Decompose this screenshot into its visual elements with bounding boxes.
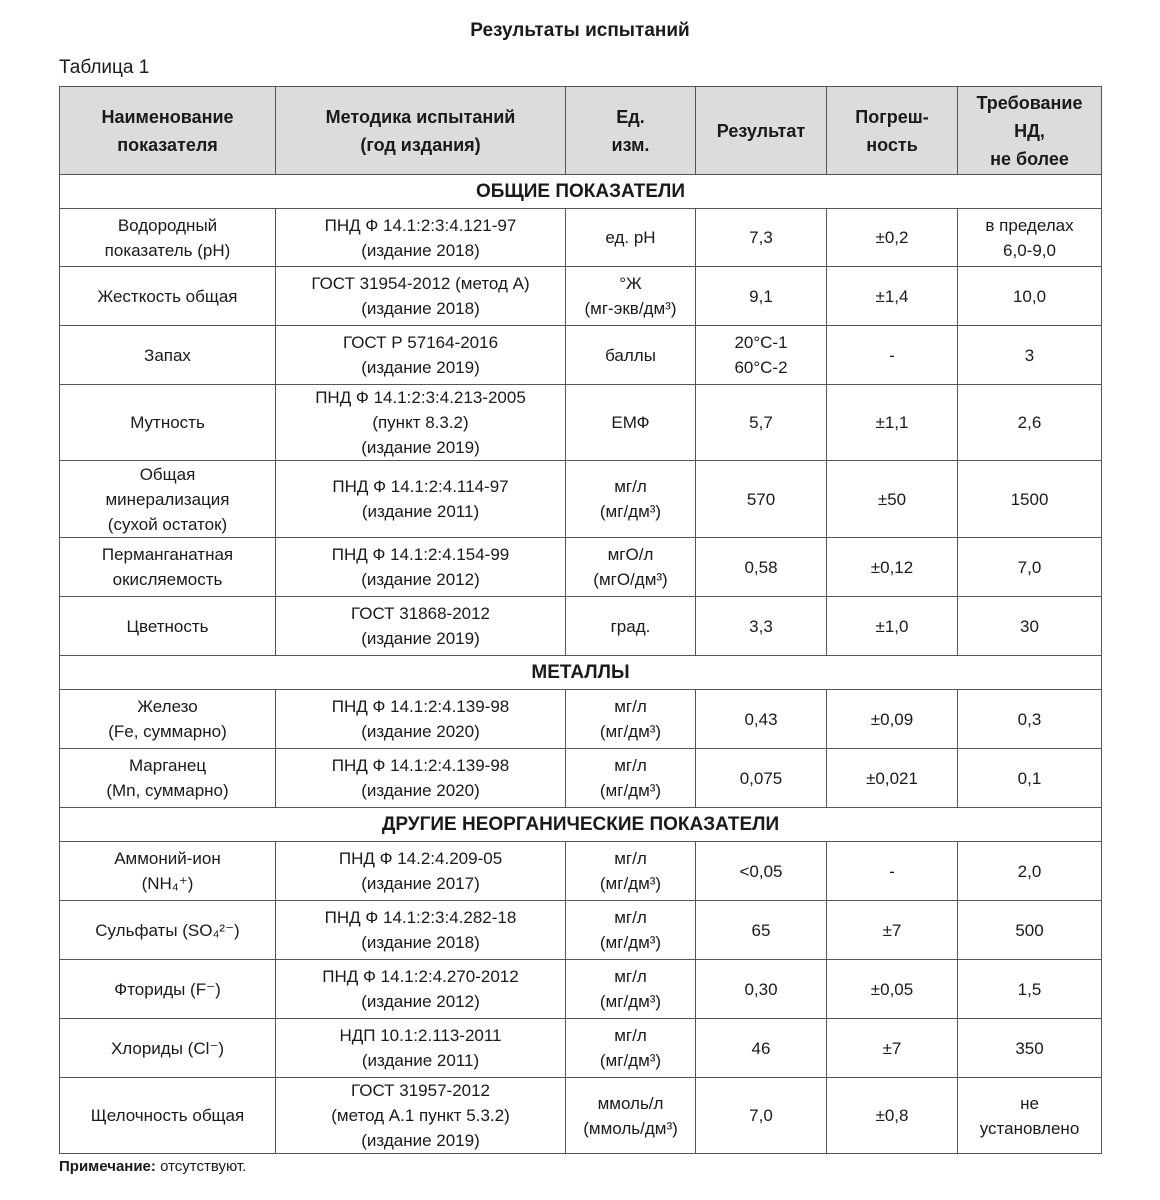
cell-result: 570 <box>696 461 827 538</box>
cell-unit: мг/л (мг/дм³) <box>566 960 696 1019</box>
cell-result: 0,58 <box>696 538 827 597</box>
cell-unit: °Ж (мг-экв/дм³) <box>566 267 696 326</box>
header-result: Результат <box>696 87 827 175</box>
table-row <box>60 1019 1102 1078</box>
cell-unit: мг/л (мг/дм³) <box>566 1019 696 1078</box>
cell-method: ПНД Ф 14.1:2:4.139-98 (издание 2020) <box>276 690 566 749</box>
cell-method: ГОСТ 31954-2012 (метод А) (издание 2018) <box>276 267 566 326</box>
cell-unit: мгО/л (мгО/дм³) <box>566 538 696 597</box>
cell-result: 65 <box>696 901 827 960</box>
cell-unit: ЕМФ <box>566 385 696 461</box>
cell-method: ПНД Ф 14.1:2:3:4.282-18 (издание 2018) <box>276 901 566 960</box>
cell-error: ±1,0 <box>827 597 958 656</box>
cell-error: ±0,12 <box>827 538 958 597</box>
cell-name: Общая минерализация (сухой остаток) <box>60 461 276 538</box>
header-row <box>60 87 1102 175</box>
cell-unit: град. <box>566 597 696 656</box>
cell-requirement: 500 <box>958 901 1102 960</box>
cell-requirement: 0,3 <box>958 690 1102 749</box>
cell-error: ±50 <box>827 461 958 538</box>
cell-method: ГОСТ 31868-2012 (издание 2019) <box>276 597 566 656</box>
cell-requirement: 7,0 <box>958 538 1102 597</box>
cell-name: Цветность <box>60 597 276 656</box>
cell-requirement: 1500 <box>958 461 1102 538</box>
cell-method: ПНД Ф 14.1:2:3:4.213-2005 (пункт 8.3.2) (издание 2019) <box>276 385 566 461</box>
header-error: Погреш- ность <box>827 87 958 175</box>
cell-unit: мг/л (мг/дм³) <box>566 749 696 808</box>
cell-method: ГОСТ 31957-2012 (метод А.1 пункт 5.3.2) (издание 2019) <box>276 1078 566 1154</box>
cell-error: ±7 <box>827 1019 958 1078</box>
cell-name: Жесткость общая <box>60 267 276 326</box>
cell-requirement: не установлено <box>958 1078 1102 1154</box>
note-text: отсутствуют. <box>155 1158 247 1175</box>
table-row <box>60 1078 1102 1154</box>
cell-method: ГОСТ Р 57164-2016 (издание 2019) <box>276 326 566 385</box>
cell-error: ±1,1 <box>827 385 958 461</box>
cell-error: ±0,8 <box>827 1078 958 1154</box>
cell-method: ПНД Ф 14.1:2:4.139-98 (издание 2020) <box>276 749 566 808</box>
table-row <box>60 749 1102 808</box>
section-title: ОБЩИЕ ПОКАЗАТЕЛИ <box>60 175 1102 209</box>
cell-error: ±0,09 <box>827 690 958 749</box>
cell-requirement: 2,6 <box>958 385 1102 461</box>
cell-requirement: 10,0 <box>958 267 1102 326</box>
cell-error: ±7 <box>827 901 958 960</box>
cell-unit: мг/л (мг/дм³) <box>566 690 696 749</box>
cell-unit: баллы <box>566 326 696 385</box>
cell-unit: мг/л (мг/дм³) <box>566 842 696 901</box>
table-caption: Таблица 1 <box>59 57 150 78</box>
section-title: МЕТАЛЛЫ <box>60 656 1102 690</box>
cell-result: 7,0 <box>696 1078 827 1154</box>
table-row <box>60 901 1102 960</box>
cell-unit: мг/л (мг/дм³) <box>566 901 696 960</box>
table-row <box>60 326 1102 385</box>
section-row <box>60 656 1102 690</box>
header-method: Методика испытаний (год издания) <box>276 87 566 175</box>
cell-unit: ммоль/л (ммоль/дм³) <box>566 1078 696 1154</box>
section-row <box>60 808 1102 842</box>
table-row <box>60 597 1102 656</box>
cell-error: ±1,4 <box>827 267 958 326</box>
section-row <box>60 175 1102 209</box>
cell-name: Фториды (F⁻) <box>60 960 276 1019</box>
cell-error: - <box>827 326 958 385</box>
cell-name: Аммоний-ион (NH₄⁺) <box>60 842 276 901</box>
cell-method: ПНД Ф 14.1:2:4.270-2012 (издание 2012) <box>276 960 566 1019</box>
header-name: Наименование показателя <box>60 87 276 175</box>
cell-result: 20°С-1 60°С-2 <box>696 326 827 385</box>
section-title: ДРУГИЕ НЕОРГАНИЧЕСКИЕ ПОКАЗАТЕЛИ <box>60 808 1102 842</box>
cell-result: 0,43 <box>696 690 827 749</box>
cell-unit: мг/л (мг/дм³) <box>566 461 696 538</box>
cell-unit: ед. pH <box>566 209 696 267</box>
cell-requirement: 1,5 <box>958 960 1102 1019</box>
cell-result: 5,7 <box>696 385 827 461</box>
cell-error: ±0,2 <box>827 209 958 267</box>
cell-name: Сульфаты (SO₄²⁻) <box>60 901 276 960</box>
cell-requirement: 350 <box>958 1019 1102 1078</box>
cell-result: 7,3 <box>696 209 827 267</box>
table-row <box>60 385 1102 461</box>
table-row <box>60 690 1102 749</box>
cell-result: 0,075 <box>696 749 827 808</box>
note <box>59 1158 246 1175</box>
cell-name: Марганец (Mn, суммарно) <box>60 749 276 808</box>
cell-method: ПНД Ф 14.1:2:4.154-99 (издание 2012) <box>276 538 566 597</box>
cell-name: Перманганатная окисляемость <box>60 538 276 597</box>
table-row <box>60 209 1102 267</box>
cell-result: 3,3 <box>696 597 827 656</box>
cell-method: ПНД Ф 14.1:2:4.114-97 (издание 2011) <box>276 461 566 538</box>
table-row <box>60 267 1102 326</box>
cell-method: ПНД Ф 14.1:2:3:4.121-97 (издание 2018) <box>276 209 566 267</box>
document-title: Результаты испытаний <box>470 20 690 41</box>
table-row <box>60 960 1102 1019</box>
cell-name: Запах <box>60 326 276 385</box>
table-body <box>60 175 1102 1154</box>
cell-name: Хлориды (Cl⁻) <box>60 1019 276 1078</box>
cell-error: - <box>827 842 958 901</box>
header-unit: Ед. изм. <box>566 87 696 175</box>
note-label: Примечание: <box>59 1158 156 1175</box>
cell-result: <0,05 <box>696 842 827 901</box>
cell-result: 9,1 <box>696 267 827 326</box>
cell-requirement: 30 <box>958 597 1102 656</box>
cell-requirement: 2,0 <box>958 842 1102 901</box>
cell-requirement: 0,1 <box>958 749 1102 808</box>
cell-method: НДП 10.1:2.113-2011 (издание 2011) <box>276 1019 566 1078</box>
cell-name: Железо (Fe, суммарно) <box>60 690 276 749</box>
cell-result: 0,30 <box>696 960 827 1019</box>
table-row <box>60 842 1102 901</box>
cell-error: ±0,05 <box>827 960 958 1019</box>
table-row <box>60 461 1102 538</box>
cell-method: ПНД Ф 14.2:4.209-05 (издание 2017) <box>276 842 566 901</box>
cell-result: 46 <box>696 1019 827 1078</box>
cell-requirement: 3 <box>958 326 1102 385</box>
cell-error: ±0,021 <box>827 749 958 808</box>
cell-name: Щелочность общая <box>60 1078 276 1154</box>
cell-name: Мутность <box>60 385 276 461</box>
results-table <box>59 86 1102 1154</box>
cell-requirement: в пределах 6,0-9,0 <box>958 209 1102 267</box>
table-row <box>60 538 1102 597</box>
cell-name: Водородный показатель (pH) <box>60 209 276 267</box>
header-requirement: Требование НД, не более <box>958 87 1102 175</box>
